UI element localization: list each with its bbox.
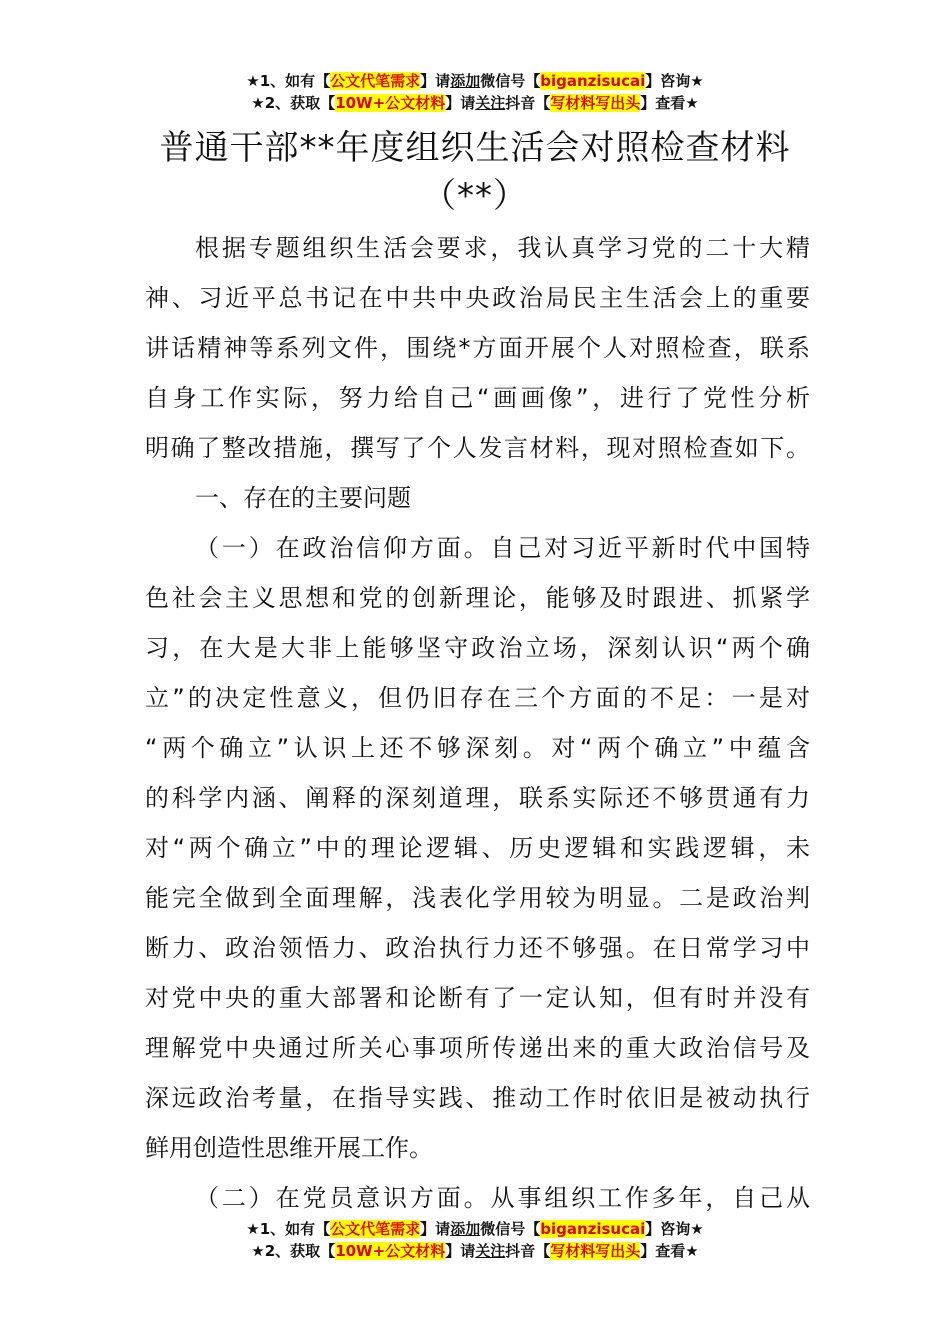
body-line: （一）在政治信仰方面。自己对习近平新时代中国特 — [195, 534, 810, 562]
promo-highlight: 10W+公文材料 — [335, 94, 446, 112]
body-line: 讲话精神等系列文件，围绕*方面开展个人对照检查，联系 — [145, 334, 810, 362]
body-line: 神、习近平总书记在中共中央政治局民主生活会上的重要 — [145, 284, 810, 312]
promo-underline: 添加 — [450, 1220, 481, 1238]
promo-underline: 关注 — [475, 94, 506, 112]
promo-header — [0, 70, 950, 114]
promo-highlight: 写材料写出头 — [550, 1242, 641, 1260]
body-line: 深远政治考量，在指导实践、推动工作时依旧是被动执行 — [145, 1084, 810, 1112]
body-line: 对“两个确立”中的理论逻辑、历史逻辑和实践逻辑，未 — [145, 834, 810, 862]
document-body — [145, 223, 810, 1223]
body-line: 习，在大是大非上能够坚守政治立场，深刻认识“两个确 — [145, 634, 810, 662]
body-line: 对党中央的重大部署和论断有了一定认知，但有时并没有 — [145, 984, 810, 1012]
promo-highlight: 10W+公文材料 — [335, 1242, 446, 1260]
promo-highlight: 写材料写出头 — [550, 94, 641, 112]
body-line: 自身工作实际，努力给自己“画画像”，进行了党性分析 — [145, 384, 810, 412]
promo-text: ★1、如有【 — [246, 72, 331, 90]
body-line: 鲜用创造性思维开展工作。 — [145, 1134, 433, 1162]
promo-text: 】查看★ — [640, 94, 699, 112]
body-line: “两个确立”认识上还不够深刻。对“两个确立”中蕴含 — [145, 734, 810, 762]
promo-text: 抖音【 — [505, 94, 551, 112]
body-line: 立”的决定性意义，但仍旧存在三个方面的不足：一是对 — [145, 684, 810, 712]
promo-text: 】请 — [420, 1220, 451, 1238]
document-title — [0, 124, 950, 220]
promo-text: 】请 — [420, 72, 451, 90]
promo-text: ★1、如有【 — [246, 1220, 331, 1238]
promo-highlight: 公文代笔需求 — [330, 72, 421, 90]
promo-text: 】咨询★ — [645, 1220, 704, 1238]
promo-text: 微信号【 — [480, 72, 541, 90]
promo-line-2 — [0, 92, 950, 114]
body-line: 理解党中央通过所关心事项所传递出来的重大政治信号及 — [145, 1034, 810, 1062]
body-line: 色社会主义思想和党的创新理论，能够及时跟进、抓紧学 — [145, 584, 810, 612]
promo-text: 】请 — [445, 1242, 476, 1260]
title-line-2: （**） — [422, 176, 528, 216]
promo-text: 】咨询★ — [645, 72, 704, 90]
body-line: 明确了整改措施，撰写了个人发言材料，现对照检查如下。 — [145, 434, 810, 462]
body-line: （二）在党员意识方面。从事组织工作多年，自己从 — [195, 1184, 810, 1212]
title-line-1: 普通干部**年度组织生活会对照检查材料 — [159, 128, 791, 168]
promo-text: 】查看★ — [640, 1242, 699, 1260]
promo-text: ★2、获取【 — [251, 1242, 336, 1260]
promo-line-1 — [0, 70, 950, 92]
promo-footer — [0, 1218, 950, 1262]
promo-text: ★2、获取【 — [251, 94, 336, 112]
body-line: 断力、政治领悟力、政治执行力还不够强。在日常学习中 — [145, 934, 810, 962]
promo-line-1 — [0, 1218, 950, 1240]
promo-highlight: biganzisucai — [540, 1220, 646, 1238]
body-line: 能完全做到全面理解，浅表化学用较为明显。二是政治判 — [145, 884, 810, 912]
promo-text: 抖音【 — [505, 1242, 551, 1260]
body-line: 根据专题组织生活会要求，我认真学习党的二十大精 — [195, 234, 810, 262]
promo-text: 】请 — [445, 94, 476, 112]
promo-underline: 关注 — [475, 1242, 506, 1260]
promo-highlight: 公文代笔需求 — [330, 1220, 421, 1238]
section-heading: 一、存在的主要问题 — [195, 484, 411, 512]
body-line: 的科学内涵、阐释的深刻道理，联系实际还不够贯通有力 — [145, 784, 810, 812]
promo-line-2 — [0, 1240, 950, 1262]
promo-text: 微信号【 — [480, 1220, 541, 1238]
promo-highlight: biganzisucai — [540, 72, 646, 90]
promo-underline: 添加 — [450, 72, 481, 90]
